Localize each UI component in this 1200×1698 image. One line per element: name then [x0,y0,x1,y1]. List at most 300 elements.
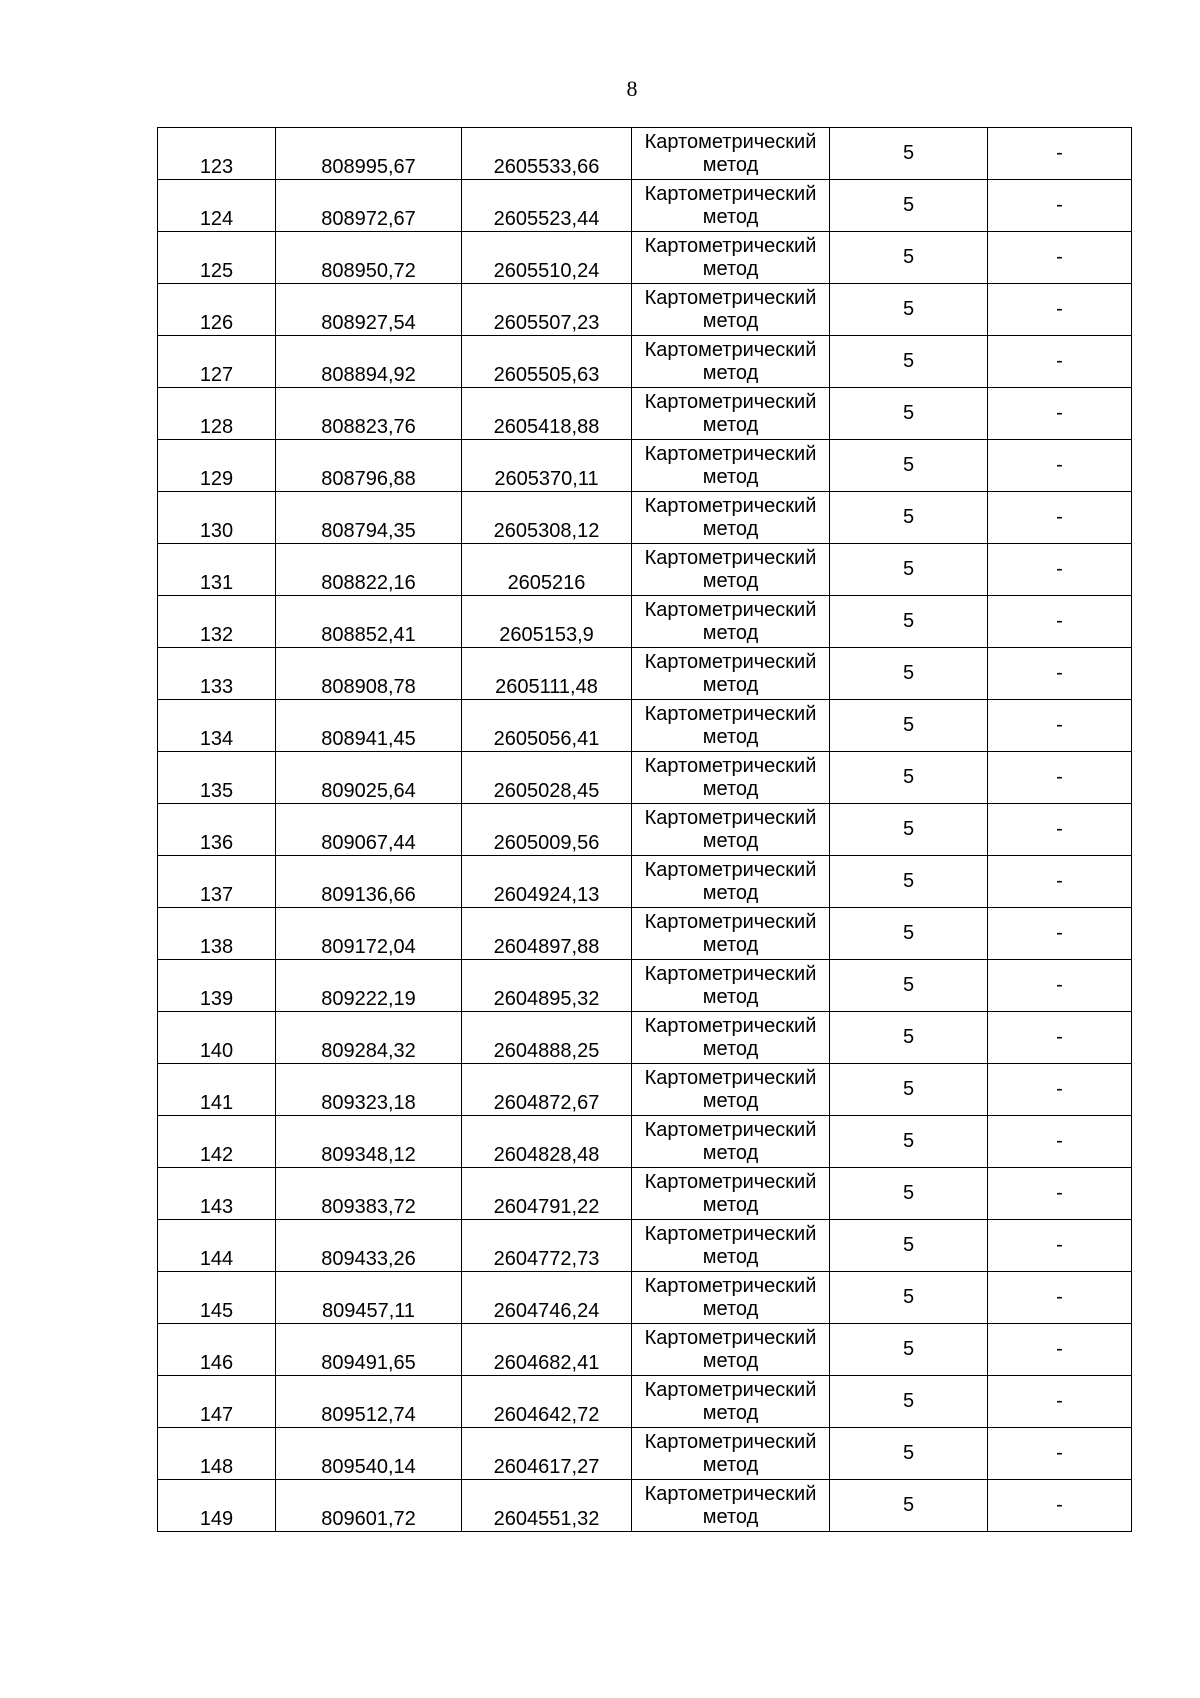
method-cell [632,1116,830,1168]
description-cell-text: - [1056,1390,1063,1412]
method-cell-text: метод [702,881,759,904]
accuracy-cell [830,336,988,388]
table-row [158,1116,1132,1168]
accuracy-cell-text: 5 [902,454,915,476]
y-coordinate-cell [462,336,632,388]
description-cell [988,544,1132,596]
y-coordinate-cell [462,908,632,960]
accuracy-cell [830,1272,988,1324]
point-number-cell [158,232,276,284]
point-number-cell-text: 135 [199,780,234,802]
method-cell [632,544,830,596]
method-cell [632,1428,830,1480]
x-coordinate-cell [276,1428,462,1480]
description-cell [988,752,1132,804]
y-coordinate-cell [462,804,632,856]
method-cell [632,1168,830,1220]
description-cell-text: - [1056,1494,1063,1516]
accuracy-cell [830,492,988,544]
accuracy-cell-text: 5 [902,1234,915,1256]
x-coordinate-cell [276,700,462,752]
method-cell-text: метод [702,413,759,436]
table-row [158,960,1132,1012]
description-cell [988,1012,1132,1064]
accuracy-cell [830,1012,988,1064]
description-cell [988,232,1132,284]
point-number-cell [158,700,276,752]
y-coordinate-cell-text: 2605056,41 [493,728,600,750]
accuracy-cell-text: 5 [902,662,915,684]
method-cell-text: Картометрический [644,286,817,309]
point-number-cell-text: 131 [199,572,234,594]
table-row [158,1272,1132,1324]
x-coordinate-cell [276,752,462,804]
accuracy-cell-text: 5 [902,714,915,736]
point-number-cell [158,1168,276,1220]
description-cell [988,1376,1132,1428]
table-row [158,752,1132,804]
method-cell-text: метод [702,725,759,748]
point-number-cell-text: 124 [199,208,234,230]
point-number-cell [158,1324,276,1376]
y-coordinate-cell [462,1064,632,1116]
point-number-cell [158,648,276,700]
accuracy-cell-text: 5 [902,870,915,892]
description-cell [988,1168,1132,1220]
table-row [158,440,1132,492]
accuracy-cell [830,180,988,232]
method-cell-text: метод [702,829,759,852]
accuracy-cell [830,1480,988,1532]
accuracy-cell [830,232,988,284]
x-coordinate-cell-text: 809025,64 [321,780,416,802]
x-coordinate-cell [276,908,462,960]
method-cell-text: Картометрический [644,494,817,517]
x-coordinate-cell-text: 809601,72 [321,1508,416,1530]
description-cell-text: - [1056,870,1063,892]
method-cell-text: Картометрический [644,1326,817,1349]
method-cell-text: метод [702,777,759,800]
method-cell-text: Картометрический [644,598,817,621]
method-cell-text: метод [702,257,759,280]
point-number-cell-text: 139 [199,988,234,1010]
point-number-cell-text: 129 [199,468,234,490]
accuracy-cell [830,648,988,700]
point-number-cell-text: 148 [199,1456,234,1478]
point-number-cell-text: 138 [199,936,234,958]
description-cell-text: - [1056,246,1063,268]
point-number-cell-text: 146 [199,1352,234,1374]
method-cell-text: метод [702,1193,759,1216]
accuracy-cell-text: 5 [902,1494,915,1516]
method-cell-text: Картометрический [644,234,817,257]
y-coordinate-cell-text: 2605153,9 [499,624,594,646]
description-cell [988,596,1132,648]
method-cell-text: Картометрический [644,1066,817,1089]
accuracy-cell [830,1168,988,1220]
method-cell-text: метод [702,309,759,332]
method-cell [632,1272,830,1324]
table-row [158,1480,1132,1532]
point-number-cell-text: 132 [199,624,234,646]
point-number-cell-text: 123 [199,156,234,178]
x-coordinate-cell [276,388,462,440]
y-coordinate-cell-text: 2604617,27 [493,1456,600,1478]
y-coordinate-cell-text: 2604551,32 [493,1508,600,1530]
method-cell [632,284,830,336]
method-cell [632,1012,830,1064]
accuracy-cell-text: 5 [902,1026,915,1048]
method-cell-text: метод [702,1297,759,1320]
method-cell [632,1376,830,1428]
description-cell [988,648,1132,700]
x-coordinate-cell-text: 808995,67 [321,156,416,178]
accuracy-cell-text: 5 [902,506,915,528]
accuracy-cell [830,440,988,492]
point-number-cell [158,804,276,856]
method-cell [632,232,830,284]
method-cell-text: Картометрический [644,390,817,413]
method-cell-text: Картометрический [644,806,817,829]
x-coordinate-cell [276,1116,462,1168]
method-cell [632,700,830,752]
method-cell [632,388,830,440]
y-coordinate-cell [462,1480,632,1532]
accuracy-cell [830,1116,988,1168]
y-coordinate-cell-text: 2605009,56 [493,832,600,854]
method-cell-text: Картометрический [644,962,817,985]
accuracy-cell-text: 5 [902,1286,915,1308]
y-coordinate-cell [462,1168,632,1220]
point-number-cell [158,960,276,1012]
method-cell-text: Картометрический [644,1222,817,1245]
x-coordinate-cell [276,1324,462,1376]
x-coordinate-cell [276,492,462,544]
method-cell-text: метод [702,621,759,644]
description-cell-text: - [1056,714,1063,736]
x-coordinate-cell-text: 808927,54 [321,312,416,334]
y-coordinate-cell-text: 2604791,22 [493,1196,600,1218]
description-cell [988,440,1132,492]
x-coordinate-cell [276,232,462,284]
y-coordinate-cell-text: 2605505,63 [493,364,600,386]
y-coordinate-cell [462,1012,632,1064]
accuracy-cell [830,1064,988,1116]
x-coordinate-cell [276,856,462,908]
accuracy-cell-text: 5 [902,922,915,944]
point-number-cell [158,492,276,544]
table-row [158,804,1132,856]
x-coordinate-cell [276,1480,462,1532]
x-coordinate-cell-text: 809383,72 [321,1196,416,1218]
x-coordinate-cell-text: 809284,32 [321,1040,416,1062]
method-cell-text: метод [702,465,759,488]
point-number-cell [158,1116,276,1168]
point-number-cell-text: 130 [199,520,234,542]
table-row [158,336,1132,388]
table-row [158,856,1132,908]
description-cell [988,1480,1132,1532]
table-row [158,1220,1132,1272]
point-number-cell-text: 126 [199,312,234,334]
description-cell-text: - [1056,662,1063,684]
accuracy-cell [830,908,988,960]
x-coordinate-cell-text: 808796,88 [321,468,416,490]
x-coordinate-cell [276,1376,462,1428]
description-cell [988,804,1132,856]
accuracy-cell-text: 5 [902,194,915,216]
description-cell-text: - [1056,818,1063,840]
accuracy-cell-text: 5 [902,402,915,424]
point-number-cell [158,1012,276,1064]
y-coordinate-cell [462,180,632,232]
accuracy-cell [830,1376,988,1428]
description-cell-text: - [1056,506,1063,528]
method-cell [632,960,830,1012]
y-coordinate-cell [462,1324,632,1376]
x-coordinate-cell [276,804,462,856]
accuracy-cell-text: 5 [902,142,915,164]
description-cell-text: - [1056,1130,1063,1152]
description-cell [988,1272,1132,1324]
description-cell-text: - [1056,558,1063,580]
y-coordinate-cell [462,492,632,544]
x-coordinate-cell-text: 809540,14 [321,1456,416,1478]
table-row [158,908,1132,960]
point-number-cell [158,284,276,336]
description-cell-text: - [1056,1026,1063,1048]
x-coordinate-cell-text: 808852,41 [321,624,416,646]
description-cell-text: - [1056,922,1063,944]
method-cell [632,856,830,908]
method-cell-text: метод [702,1037,759,1060]
y-coordinate-cell [462,544,632,596]
method-cell-text: метод [702,517,759,540]
y-coordinate-cell-text: 2605308,12 [493,520,600,542]
table-row [158,1324,1132,1376]
description-cell [988,1064,1132,1116]
description-cell [988,700,1132,752]
x-coordinate-cell [276,180,462,232]
y-coordinate-cell [462,440,632,492]
point-number-cell-text: 145 [199,1300,234,1322]
method-cell-text: Картометрический [644,910,817,933]
description-cell-text: - [1056,298,1063,320]
point-number-cell [158,856,276,908]
point-number-cell [158,336,276,388]
y-coordinate-cell-text: 2605111,48 [495,676,598,698]
point-number-cell-text: 136 [199,832,234,854]
point-number-cell [158,752,276,804]
y-coordinate-cell-text: 2605370,11 [494,468,599,490]
y-coordinate-cell-text: 2604924,13 [493,884,600,906]
x-coordinate-cell-text: 808822,16 [321,572,416,594]
point-number-cell-text: 141 [199,1092,234,1114]
method-cell [632,180,830,232]
x-coordinate-cell [276,1220,462,1272]
y-coordinate-cell-text: 2604895,32 [493,988,600,1010]
table-row [158,1012,1132,1064]
point-number-cell [158,388,276,440]
x-coordinate-cell-text: 809067,44 [321,832,416,854]
x-coordinate-cell [276,648,462,700]
x-coordinate-cell [276,1168,462,1220]
method-cell-text: Картометрический [644,1170,817,1193]
accuracy-cell-text: 5 [902,1338,915,1360]
point-number-cell-text: 127 [199,364,234,386]
point-number-cell [158,1272,276,1324]
method-cell-text: Картометрический [644,182,817,205]
method-cell-text: метод [702,1453,759,1476]
y-coordinate-cell [462,1428,632,1480]
description-cell [988,1324,1132,1376]
y-coordinate-cell-text: 2604642,72 [493,1404,600,1426]
method-cell-text: Картометрический [644,858,817,881]
point-number-cell-text: 143 [199,1196,234,1218]
accuracy-cell-text: 5 [902,974,915,996]
method-cell-text: метод [702,1349,759,1372]
accuracy-cell-text: 5 [902,610,915,632]
description-cell [988,1428,1132,1480]
table-row [158,1168,1132,1220]
description-cell-text: - [1056,1182,1063,1204]
accuracy-cell [830,388,988,440]
method-cell-text: метод [702,1505,759,1528]
accuracy-cell [830,544,988,596]
method-cell [632,440,830,492]
x-coordinate-cell-text: 809512,74 [321,1404,416,1426]
point-number-cell [158,1428,276,1480]
description-cell [988,388,1132,440]
description-cell [988,960,1132,1012]
method-cell-text: метод [702,673,759,696]
method-cell-text: Картометрический [644,130,817,153]
y-coordinate-cell [462,284,632,336]
accuracy-cell-text: 5 [902,558,915,580]
y-coordinate-cell [462,648,632,700]
y-coordinate-cell-text: 2604682,41 [493,1352,600,1374]
point-number-cell [158,1480,276,1532]
method-cell-text: метод [702,153,759,176]
accuracy-cell-text: 5 [902,350,915,372]
x-coordinate-cell-text: 808941,45 [321,728,416,750]
y-coordinate-cell-text: 2605533,66 [493,156,600,178]
method-cell [632,492,830,544]
point-number-cell [158,544,276,596]
description-cell [988,492,1132,544]
accuracy-cell-text: 5 [902,766,915,788]
method-cell-text: метод [702,1141,759,1164]
method-cell-text: Картометрический [644,1482,817,1505]
method-cell-text: метод [702,1401,759,1424]
point-number-cell-text: 137 [199,884,234,906]
method-cell [632,804,830,856]
x-coordinate-cell-text: 809323,18 [321,1092,416,1114]
description-cell [988,284,1132,336]
x-coordinate-cell [276,1272,462,1324]
accuracy-cell [830,856,988,908]
description-cell-text: - [1056,402,1063,424]
method-cell-text: метод [702,569,759,592]
description-cell-text: - [1056,610,1063,632]
accuracy-cell-text: 5 [902,298,915,320]
x-coordinate-cell-text: 808794,35 [321,520,416,542]
point-number-cell-text: 134 [199,728,234,750]
accuracy-cell [830,1428,988,1480]
description-cell-text: - [1056,766,1063,788]
point-number-cell-text: 125 [199,260,234,282]
y-coordinate-cell-text: 2604897,88 [493,936,600,958]
method-cell [632,1324,830,1376]
y-coordinate-cell-text: 2604872,67 [493,1092,600,1114]
table-row [158,1428,1132,1480]
y-coordinate-cell [462,232,632,284]
description-cell-text: - [1056,454,1063,476]
method-cell [632,908,830,960]
y-coordinate-cell-text: 2604772,73 [493,1248,600,1270]
point-number-cell [158,1064,276,1116]
y-coordinate-cell [462,1376,632,1428]
y-coordinate-cell-text: 2605216 [507,572,586,594]
accuracy-cell [830,596,988,648]
x-coordinate-cell-text: 809172,04 [321,936,416,958]
y-coordinate-cell-text: 2604888,25 [493,1040,600,1062]
table-row [158,388,1132,440]
point-number-cell-text: 128 [199,416,234,438]
method-cell [632,1064,830,1116]
table-row [158,180,1132,232]
y-coordinate-cell [462,856,632,908]
y-coordinate-cell [462,1272,632,1324]
point-number-cell [158,128,276,180]
y-coordinate-cell [462,1220,632,1272]
y-coordinate-cell [462,1116,632,1168]
method-cell [632,1480,830,1532]
point-number-cell [158,596,276,648]
point-number-cell [158,1220,276,1272]
method-cell-text: метод [702,1089,759,1112]
x-coordinate-cell [276,544,462,596]
table-row [158,232,1132,284]
y-coordinate-cell [462,960,632,1012]
description-cell-text: - [1056,142,1063,164]
y-coordinate-cell [462,700,632,752]
accuracy-cell-text: 5 [902,1442,915,1464]
accuracy-cell-text: 5 [902,1130,915,1152]
method-cell [632,1220,830,1272]
coordinates-table-body [158,128,1132,1532]
method-cell-text: Картометрический [644,1274,817,1297]
x-coordinate-cell-text: 809348,12 [321,1144,416,1166]
description-cell [988,908,1132,960]
accuracy-cell-text: 5 [902,818,915,840]
method-cell-text: метод [702,985,759,1008]
x-coordinate-cell-text: 809457,11 [321,1300,416,1322]
method-cell [632,596,830,648]
description-cell-text: - [1056,350,1063,372]
method-cell-text: Картометрический [644,546,817,569]
y-coordinate-cell-text: 2605418,88 [493,416,600,438]
table-row [158,128,1132,180]
table-row [158,1064,1132,1116]
point-number-cell-text: 133 [199,676,234,698]
method-cell [632,752,830,804]
accuracy-cell [830,960,988,1012]
method-cell-text: Картометрический [644,338,817,361]
y-coordinate-cell [462,752,632,804]
x-coordinate-cell-text: 809433,26 [321,1248,416,1270]
accuracy-cell [830,804,988,856]
